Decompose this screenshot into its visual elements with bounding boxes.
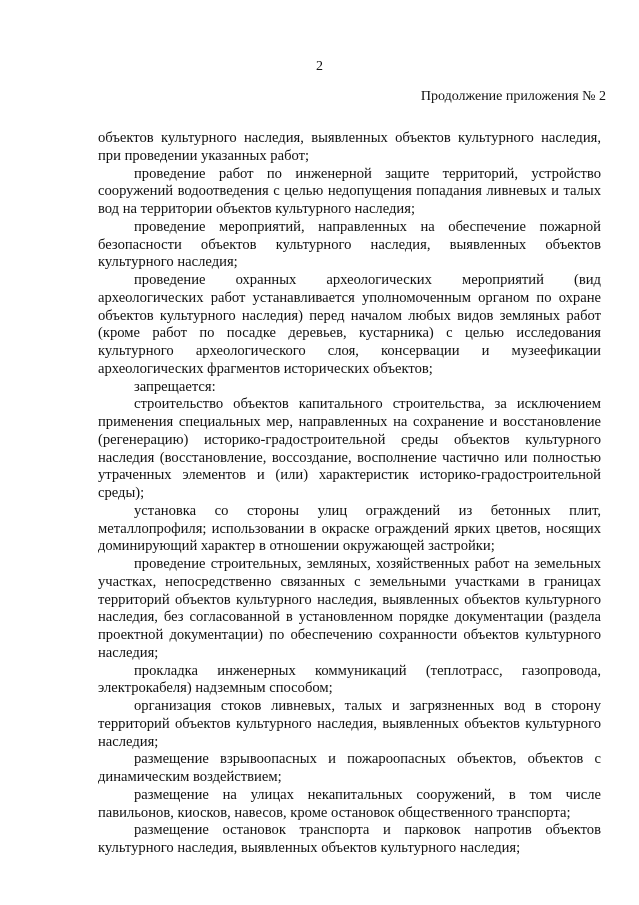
page-number: 2 bbox=[316, 59, 323, 74]
paragraph-transport-stops: размещение остановок транспорта и парковок напротив объектов культурного наследия, выявленных объектов культурного наследия; bbox=[98, 822, 601, 856]
paragraph-construction-works: проведение строительных, земляных, хозяйственных работ на земельных участках, непосредственно связанных с земельными участками в границах территорий объектов культурного наследия, выявленных объектов культурного наследия, без согласованной в установленном порядке документации (раздела проектной документации) по обеспечению сохранности объектов культурного наследия; bbox=[98, 556, 601, 661]
paragraph-engineering-protection: проведение работ по инженерной защите территорий, устройство сооружений водоотведения с целью недопущения попадания ливневых и талых вод на территории объектов культурного наследия; bbox=[98, 165, 601, 217]
appendix-continuation-note: Продолжение приложения № 2 bbox=[420, 89, 606, 104]
paragraph-hazardous-objects: размещение взрывоопасных и пожароопасных объектов, объектов с динамическим воздействием; bbox=[98, 751, 601, 785]
paragraph-capital-construction: строительство объектов капитального строительства, за исключением применения специальных мер, направленных на сохранение и восстановление (регенерацию) историко-градостроительной среды объектов культурного наследия (восстановление, воссоздание, восполнение частично или полностью утраченных элементов и (или) характеристик историко-градостроительной среды); bbox=[98, 396, 601, 501]
paragraph-water-drainage: организация стоков ливневых, талых и загрязненных вод в сторону территорий объектов культурного наследия, выявленных объектов культурного наследия; bbox=[98, 698, 601, 750]
paragraph-archaeological-measures: проведение охранных археологических мероприятий (вид археологических работ устанавливается уполномоченным органом по охране объектов культурного наследия) перед началом любых видов земляных работ (кроме работ по посадке деревьев, кустарника) с целью исследования культурного археологического слоя, консервации и музеефикации археологических фрагментов исторических объектов; bbox=[98, 272, 601, 377]
paragraph-prohibited-heading: запрещается: bbox=[134, 378, 216, 395]
paragraph-utility-laying: прокладка инженерных коммуникаций (теплотрасс, газопровода, электрокабеля) надземным способом; bbox=[98, 662, 601, 697]
paragraph-continuation: объектов культурного наследия, выявленных объектов культурного наследия, при проведении указанных работ; bbox=[98, 130, 601, 164]
paragraph-temporary-structures: размещение на улицах некапитальных сооружений, в том числе павильонов, киосков, навесов, кроме остановок общественного транспорта; bbox=[98, 786, 601, 821]
document-body bbox=[98, 130, 601, 858]
paragraph-fence-installation: установка со стороны улиц ограждений из бетонных плит, металлопрофиля; использовании в окраске ограждений ярких цветов, носящих доминирующий характер в отношении окружающей застройки; bbox=[98, 502, 601, 555]
paragraph-fire-safety: проведение мероприятий, направленных на обеспечение пожарной безопасности объектов культурного наследия, выявленных объектов культурного наследия; bbox=[98, 218, 601, 271]
